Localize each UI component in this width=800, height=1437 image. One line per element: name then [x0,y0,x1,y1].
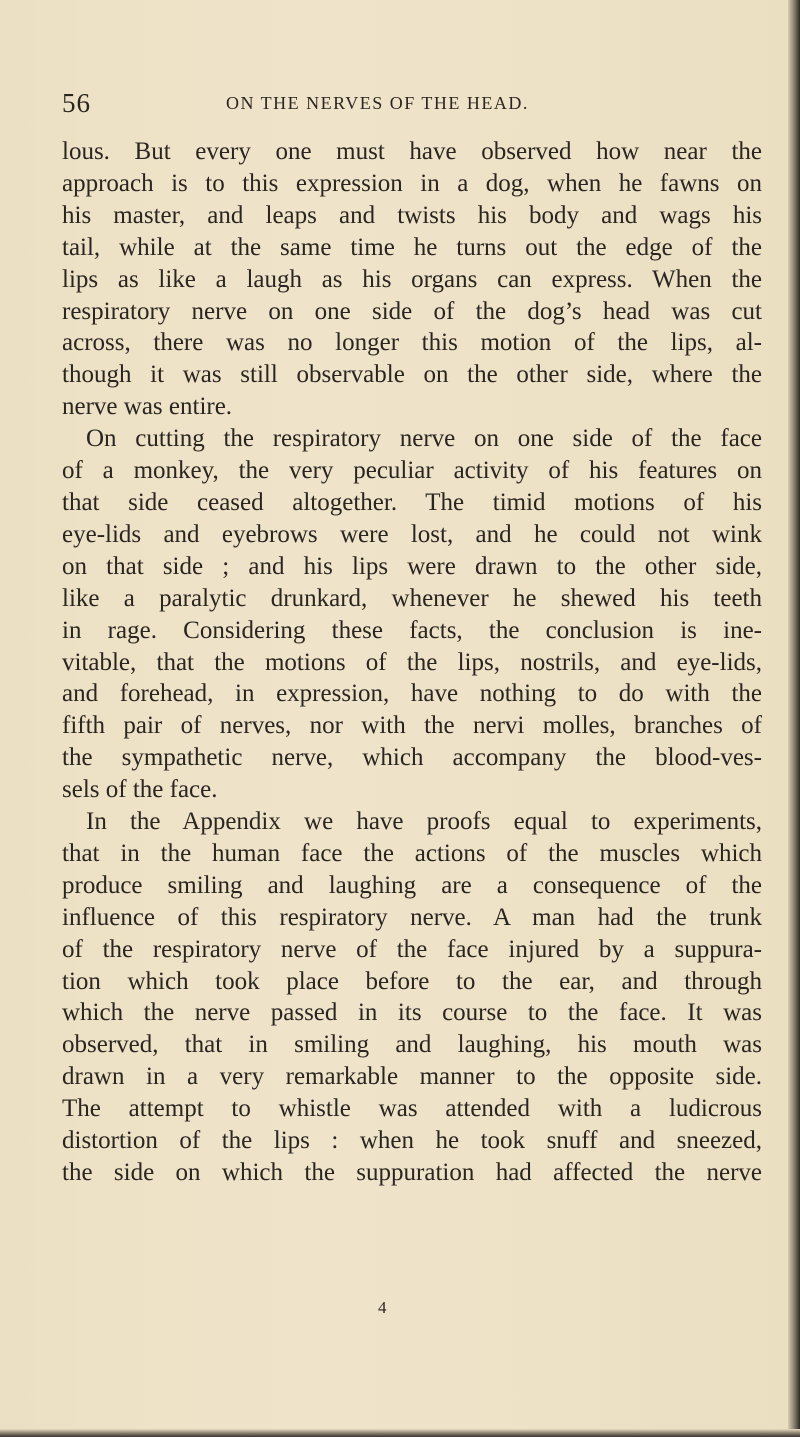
text-line: observed, that in smiling and laughing, his mouth was [62,1031,762,1059]
text-line: produce smiling and laughing are a consequence of the [62,871,762,899]
text-line: approach is to this expression in a dog, when he fawns on [62,169,762,197]
page-number: 56 [62,88,91,118]
signature-mark: 4 [378,1298,387,1317]
text-line: of the respiratory nerve of the face injured by a suppura- [62,935,762,963]
text-line: vitable, that the motions of the lips, nostrils, and eye-lids, [62,648,762,676]
body-text [62,136,762,1189]
text-line: his master, and leaps and twists his body and wags his [62,201,762,229]
text-line: nerve was entire. [62,393,233,421]
text-line: respiratory nerve on one side of the dog’s head was cut [62,297,762,325]
text-line: drawn in a very remarkable manner to the opposite side. [62,1063,762,1091]
text-line: in rage. Considering these facts, the conclusion is ine- [62,616,762,644]
text-line: distortion of the lips : when he took snuff and sneezed, [62,1127,762,1155]
page-header [62,88,762,122]
text-line: The attempt to whistle was attended with a ludicrous [62,1095,762,1123]
text-line: that in the human face the actions of the muscles which [62,839,762,867]
text-line: the side on which the suppuration had affected the nerve [62,1159,762,1186]
text-line: tail, while at the same time he turns out the edge of the [62,233,762,261]
text-line: fifth pair of nerves, nor with the nervi molles, branches of [62,712,762,740]
text-line: across, there was no longer this motion of the lips, al- [62,329,762,357]
text-line: influence of this respiratory nerve. A man had the trunk [62,903,762,931]
text-line: lips as like a laugh as his organs can express. When the [62,265,762,293]
text-line: like a paralytic drunkard, whenever he shewed his teeth [62,584,762,612]
text-line: that side ceased altogether. The timid motions of his [62,488,762,516]
text-line: eye-lids and eyebrows were lost, and he could not wink [62,520,762,548]
text-line: though it was still observable on the other side, where the [62,361,762,389]
text-line: on that side ; and his lips were drawn to the other side, [62,552,762,580]
text-line: the sympathetic nerve, which accompany the blood-ves- [62,744,762,772]
running-title: ON THE NERVES OF THE HEAD. [226,93,529,113]
text-line: On cutting the respiratory nerve on one side of the face [86,425,762,453]
text-line: and forehead, in expression, have nothing to do with the [62,680,762,708]
text-line: tion which took place before to the ear, and through [62,967,762,995]
text-line: In the Appendix we have proofs equal to experiments, [86,808,762,836]
text-line: sels of the face. [62,776,218,804]
text-line: lous. But every one must have observed how near the [62,138,762,165]
text-line: of a monkey, the very peculiar activity of his features on [62,457,762,485]
page-edge-bottom [0,1429,800,1437]
text-line: which the nerve passed in its course to the face. It was [62,999,762,1027]
page-edge-right [788,0,800,1437]
